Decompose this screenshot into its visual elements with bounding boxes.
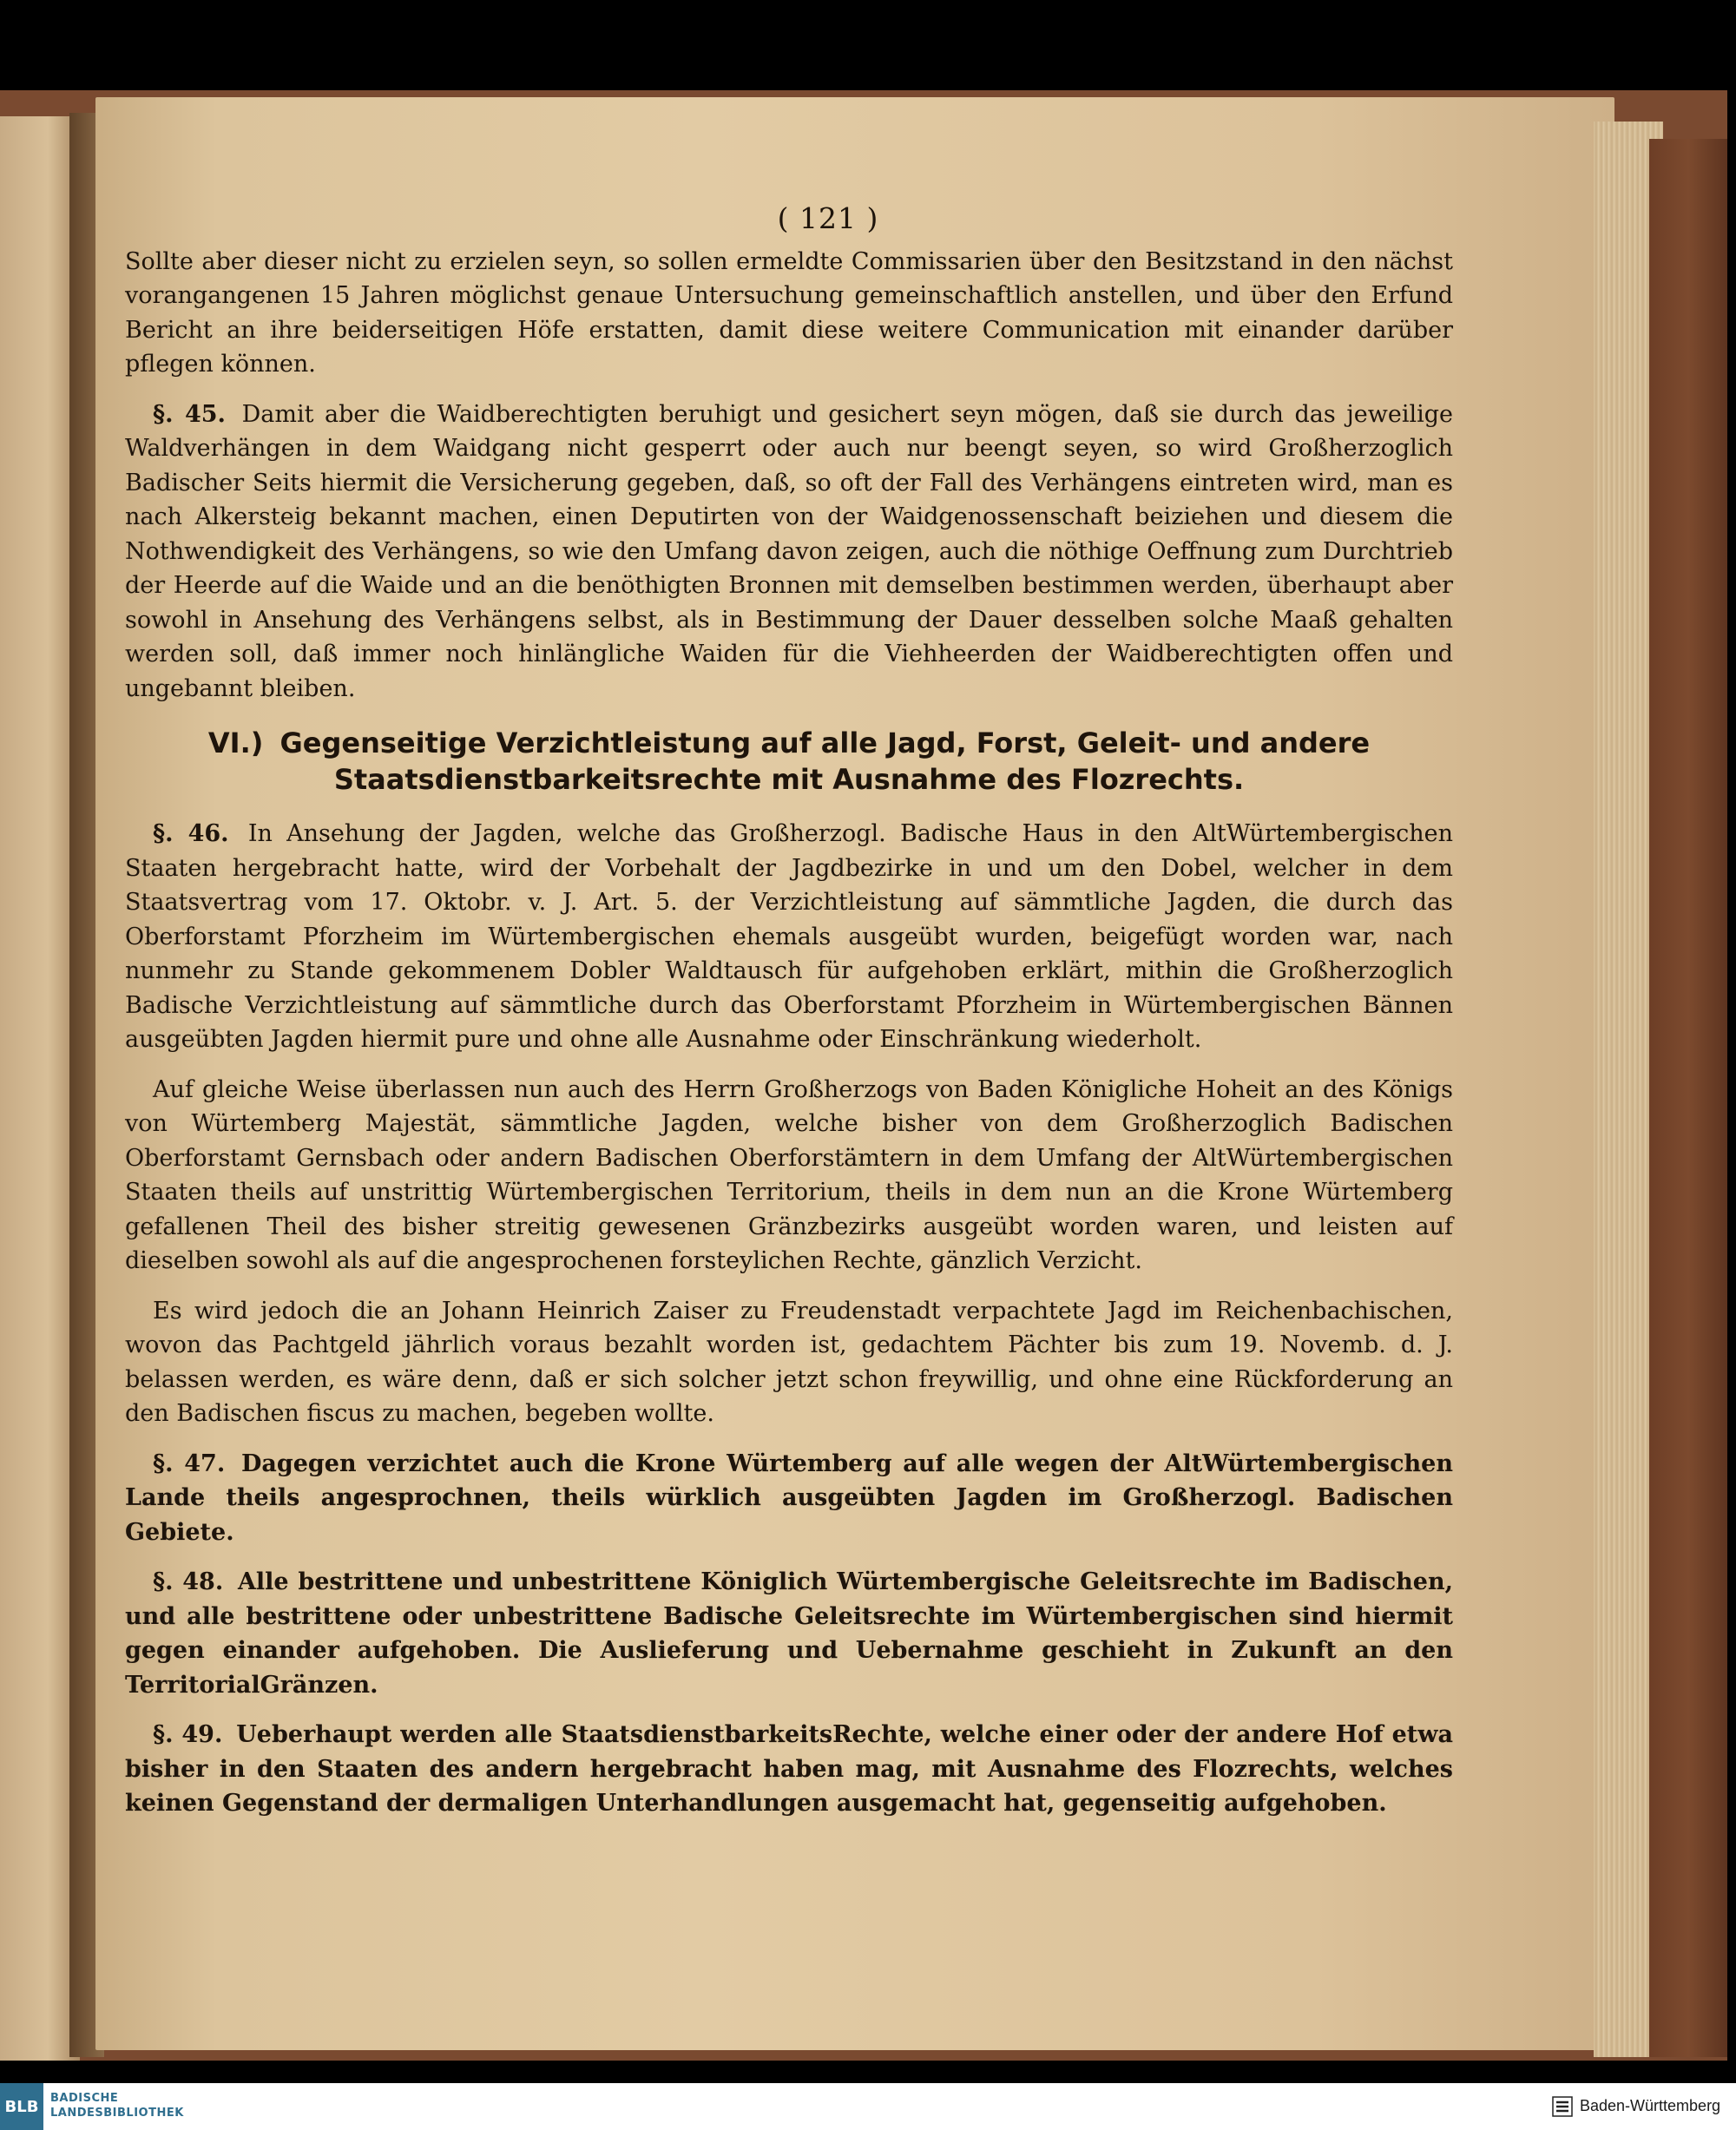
section-label: §. 45. — [153, 400, 226, 428]
coat-of-arms-icon — [1550, 2094, 1575, 2119]
paragraph-section-46 — [125, 817, 1453, 1057]
library-name-line2: LANDESBIBLIOTHEK — [50, 2107, 184, 2120]
paragraph-text: Damit aber die Waidberechtigten beruhigt und gesichert seyn mögen, daß sie durch das jeweilige Waldverhängen in dem Waidgang nicht gesperrt oder auch nur beengt seyen, so wird Großherzoglich Badischer Seits hiermit die Versicherung gegeben, daß, so oft der Fall des Verhängens eintreten wird, man es nach Alkersteig bekannt machen, einen Deputirten von der Waidgenossenschaft beiziehen und diesem die Nothwendigkeit des Verhängens, so wie den Umfang davon zeigen, auch die nöthige Oeffnung zum Durchtrieb der Heerde auf die Waide und an die benöthigten Bronnen mit demselben bestimmen werden, überhaupt aber sowohl in Ansehung des Verhängens selbst, als in Bestimmung der Dauer desselben solche Maaß gehalten werden soll, daß immer noch hinlängliche Waiden für die Viehheerden der Waidberechtigten offen und ungebannt bleiben. — [125, 400, 1453, 702]
section-label: §. 46. — [153, 820, 229, 847]
paragraph-text: Ueberhaupt werden alle StaatsdienstbarkeitsRechte, welche einer oder der andere Hof etwa bisher in den Staaten des andern hergebracht haben mag, mit Ausnahme des Flozrechts, welches keinen Gegenstand der dermaligen Unterhandlungen ausgemacht hat, gegenseitig aufgehoben. — [125, 1721, 1453, 1817]
paragraph-section-45 — [125, 398, 1453, 707]
library-name-line1: BADISCHE — [50, 2092, 119, 2105]
page-text — [125, 201, 1453, 1837]
paragraph-section-46-b — [125, 1073, 1453, 1279]
library-name[interactable] — [50, 2091, 276, 2120]
blb-logo[interactable]: BLB — [0, 2083, 43, 2130]
paragraph-section-49 — [125, 1718, 1453, 1821]
paragraph-section-46-c — [125, 1294, 1453, 1431]
chapter-number: VI.) — [207, 726, 264, 759]
chapter-heading — [125, 725, 1453, 798]
chapter-title: Gegenseitige Verzichtleistung auf alle Jagd, Forst, Geleit- und andere Staatsdienstbarkeitsrechte mit Ausnahme des Flozrechts. — [279, 726, 1371, 796]
paragraph-intro — [125, 245, 1453, 382]
paragraph-text: Dagegen verzichtet auch die Krone Würtemberg auf alle wegen der AltWürtembergischen Lande theils angesprochnen, theils würklich ausgeübten Jagden im Großherzogl. Badischen Gebiete. — [125, 1450, 1453, 1546]
left-page-edge — [0, 116, 80, 2061]
paragraph-text: Alle bestrittene und unbestrittene Königlich Würtembergische Geleitsrechte im Badischen, und alle bestrittene oder unbestrittene Badische Geleitsrechte im Würtembergischen sind hiermit gegen einander aufgehoben. Die Auslieferung und Uebernahme geschieht in Zukunft an den TerritorialGränzen. — [125, 1568, 1453, 1699]
paragraph-text: Auf gleiche Weise überlassen nun auch des Herrn Großherzogs von Baden Königliche Hoheit an des Königs von Würtemberg Majestät, sämmtliche Jagden, welche bisher von dem Großherzoglich Badischen Oberforstamt Gernsbach oder andern Badischen Oberforstämtern in dem Umfang der AltWürtembergischen Staaten theils auf unstrittig Würtembergischen Territorium, theils in dem nun an die Krone Würtemberg gefallenen Theil des bisher streitig gewesenen Gränzbezirks ausgeübt worden waren, und leisten auf dieselben sowohl als auf die angesprochenen forsteylichen Rechte, gänzlich Verzicht. — [125, 1075, 1453, 1274]
paragraph-text: Sollte aber dieser nicht zu erzielen seyn, so sollen ermeldte Commissarien über den Besitzstand in den nächst vorangangenen 15 Jahren möglichst genaue Untersuchung gemeinschaftlich anstellen, und über den Erfund Bericht an ihre beiderseitigen Höfe erstatten, damit diese weitere Communication mit einander darüber pflegen können. — [125, 247, 1453, 378]
section-label: §. 47. — [153, 1450, 226, 1477]
back-cover-board — [1649, 139, 1727, 2057]
state-name[interactable]: Baden-Württemberg — [1580, 2097, 1721, 2114]
paragraph-section-47 — [125, 1447, 1453, 1550]
paragraph-section-48 — [125, 1565, 1453, 1702]
footer-bar — [0, 2083, 1736, 2130]
section-label: §. 48. — [153, 1568, 224, 1595]
paragraph-text: In Ansehung der Jagden, welche das Großherzogl. Badische Haus in den AltWürtembergischen Staaten hergebracht hatte, wird der Vorbehalt der Jagdbezirke in und um den Dobel, welcher in dem Staatsvertrag vom 17. Oktobr. v. J. Art. 5. der Verzichtleistung auf sämmtliche Jagden, die durch das Oberforstamt Pforzheim im Würtembergischen ehemals ausgeübt wurden, beigefügt worden war, nach nunmehr zu Stande gekommenem Dobler Waldtausch für aufgehoben erklärt, mithin die Großherzoglich Badische Verzichtleistung auf sämmtliche durch das Oberforstamt Pforzheim in Würtembergischen Bännen ausgeübten Jagden hiermit pure und ohne alle Ausnahme oder Einschränkung wiederholt. — [125, 820, 1453, 1053]
page-number: ( 121 ) — [777, 201, 879, 235]
section-label: §. 49. — [153, 1721, 223, 1748]
paragraph-text: Es wird jedoch die an Johann Heinrich Zaiser zu Freudenstadt verpachtete Jagd im Reichenbachischen, wovon das Pachtgeld jährlich voraus bezahlt worden ist, gedachtem Pächter bis zum 19. Novemb. d. J. belassen werden, es wäre denn, daß er sich solcher jetzt schon freywillig, und ohne eine Rückforderung an den Badischen fiscus zu machen, begeben wollte. — [125, 1297, 1453, 1427]
